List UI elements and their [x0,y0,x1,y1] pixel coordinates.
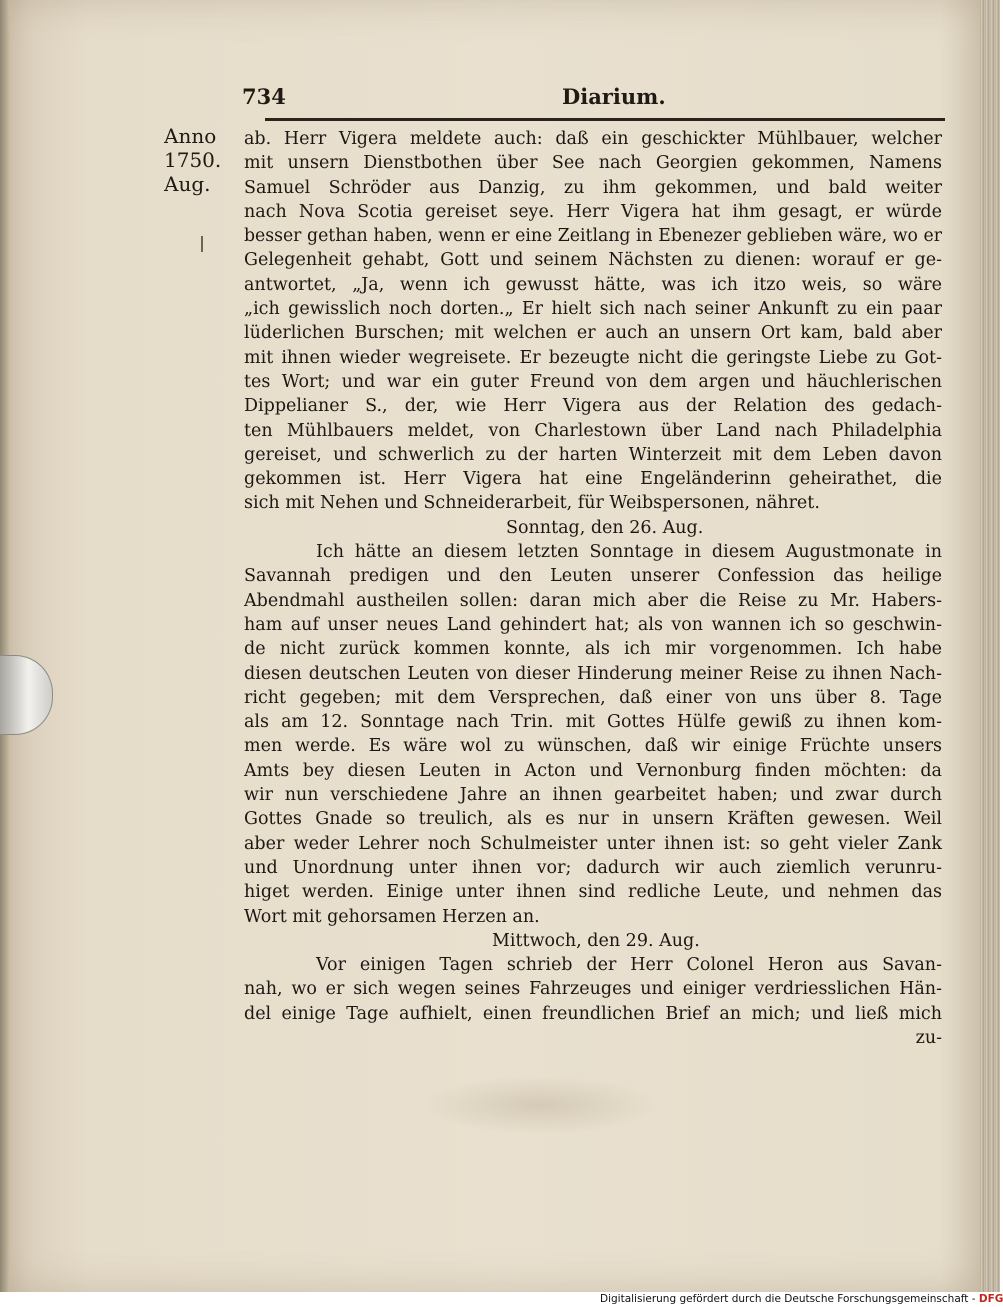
text-line: nach Nova Scotia gereiset seye. Herr Vigera hat ihm gesagt, er würde [244,201,942,222]
text-line: Gelegenheit gehabt, Gott und seinem Nächsten zu dienen: worauf er ge- [244,250,942,271]
text-line: Savannah predigen und den Leuten unserer Confession das heilige [244,566,942,587]
text-line: diesen deutschen Leuten von dieser Hinderung meiner Reise zu ihnen Nach- [244,663,942,684]
text-line: gereiset, und schwerlich zu der harten Winterzeit mit dem Leben davon [244,444,942,465]
text-line: higet werden. Einige unter ihnen sind redliche Leute, und nehmen das [244,882,942,903]
text-line: lüderlichen Burschen; mit welchen er auch an unsern Ort kam, bald aber [244,323,942,344]
text-line: ham auf unser neues Land gehindert hat; als von wannen ich so geschwin- [244,614,942,635]
text-line: aber weder Lehrer noch Schulmeister unter ihnen ist: so geht vieler Zank [244,833,942,854]
text-line: als am 12. Sonntage nach Trin. mit Gottes Hülfe gewiß zu ihnen kom- [244,712,942,733]
text-line: Samuel Schröder aus Danzig, zu ihm gekommen, und bald weiter [244,177,942,198]
text-line: antwortet, „Ja, wenn ich gewusst hätte, was ich itzo weis, so wäre [244,274,942,295]
text-line: men werde. Es wäre wol zu wünschen, daß wir einige Früchte unsers [244,736,942,757]
text-line: Amts bey diesen Leuten in Acton und Vernonburg finden möchten: da [244,760,942,781]
digitization-credit [600,1293,1003,1305]
text-line: ten Mühlbauers meldet, von Charlestown über Land nach Philadelphia [244,420,942,441]
date-heading: Mittwoch, den 29. Aug. [492,930,700,951]
text-line: richt gegeben; mit dem Versprechen, daß einer von uns über 8. Tage [244,687,942,708]
credit-text: Digitalisierung gefördert durch die Deutsche Forschungsgemeinschaft - [600,1293,979,1305]
text-line: de nicht zurück kommen konnte, als ich mir vorgenommen. Ich habe [244,639,942,660]
text-line: besser gethan haben, wenn er eine Zeitlang in Ebenezer geblieben wäre, wo er [244,226,942,247]
dfg-logo: DFG [978,1293,1003,1305]
text-line: nah, wo er sich wegen seines Fahrzeuges und einiger verdriesslichen Hän- [244,979,942,1000]
body-text [244,127,942,1050]
catchword: zu- [915,1027,942,1048]
ink-bleed-through [420,1075,660,1135]
margin-note-line: Anno [164,124,217,148]
header-rule [265,118,945,121]
running-title: Diarium. [562,84,666,109]
text-line: „ich gewisslich noch dorten.„ Er hielt sich nach seiner Ankunft zu ein paar [244,299,942,320]
text-line: Vor einigen Tagen schrieb der Herr Colonel Heron aus Savan- [316,955,942,976]
page-fore-edge [980,0,1000,1292]
text-line: del einige Tage aufhielt, einen freundlichen Brief an mich; und ließ mich [244,1003,942,1024]
binding-edge [0,0,10,1292]
text-line: tes Wort; und war ein guter Freund von dem argen und häuchlerischen [244,371,942,392]
text-line: gekommen ist. Herr Vigera hat eine Engeländerinn geheirathet, die [244,469,942,490]
text-line: Abendmahl austheilen sollen: daran mich aber die Reise zu Mr. Habers- [244,590,942,611]
page-header [242,84,942,114]
page-number: 734 [242,84,286,109]
text-line: wir nun verschiedene Jahre an ihnen gearbeitet haben; und zwar durch [244,785,942,806]
text-line: mit ihnen wieder wegreisete. Er bezeugte nicht die geringste Liebe zu Got- [244,347,942,368]
text-line: und Unordnung unter ihnen vor; dadurch wir auch ziemlich verunru- [244,857,942,878]
text-line: mit unsern Dienstbothen über See nach Georgien gekommen, Namens [244,153,942,174]
text-line: sich mit Nehen und Schneiderarbeit, für Weibspersonen, nähret. [244,493,820,514]
margin-note [164,124,244,196]
date-heading: Sonntag, den 26. Aug. [506,517,704,538]
text-line: Gottes Gnade so treulich, als es nur in unsern Kräften gewesen. Weil [244,809,942,830]
margin-note-line: 1750. [164,148,222,172]
text-line: Ich hätte an diesem letzten Sonntage in diesem Augustmonate in [316,542,942,563]
margin-mark [201,236,203,252]
text-line: ab. Herr Vigera meldete auch: daß ein geschickter Mühlbauer, welcher [244,129,942,149]
text-line: Wort mit gehorsamen Herzen an. [244,906,540,927]
text-line: Dippelianer S., der, wie Herr Vigera aus der Relation des gedach- [244,396,942,417]
margin-note-line: Aug. [164,172,211,196]
